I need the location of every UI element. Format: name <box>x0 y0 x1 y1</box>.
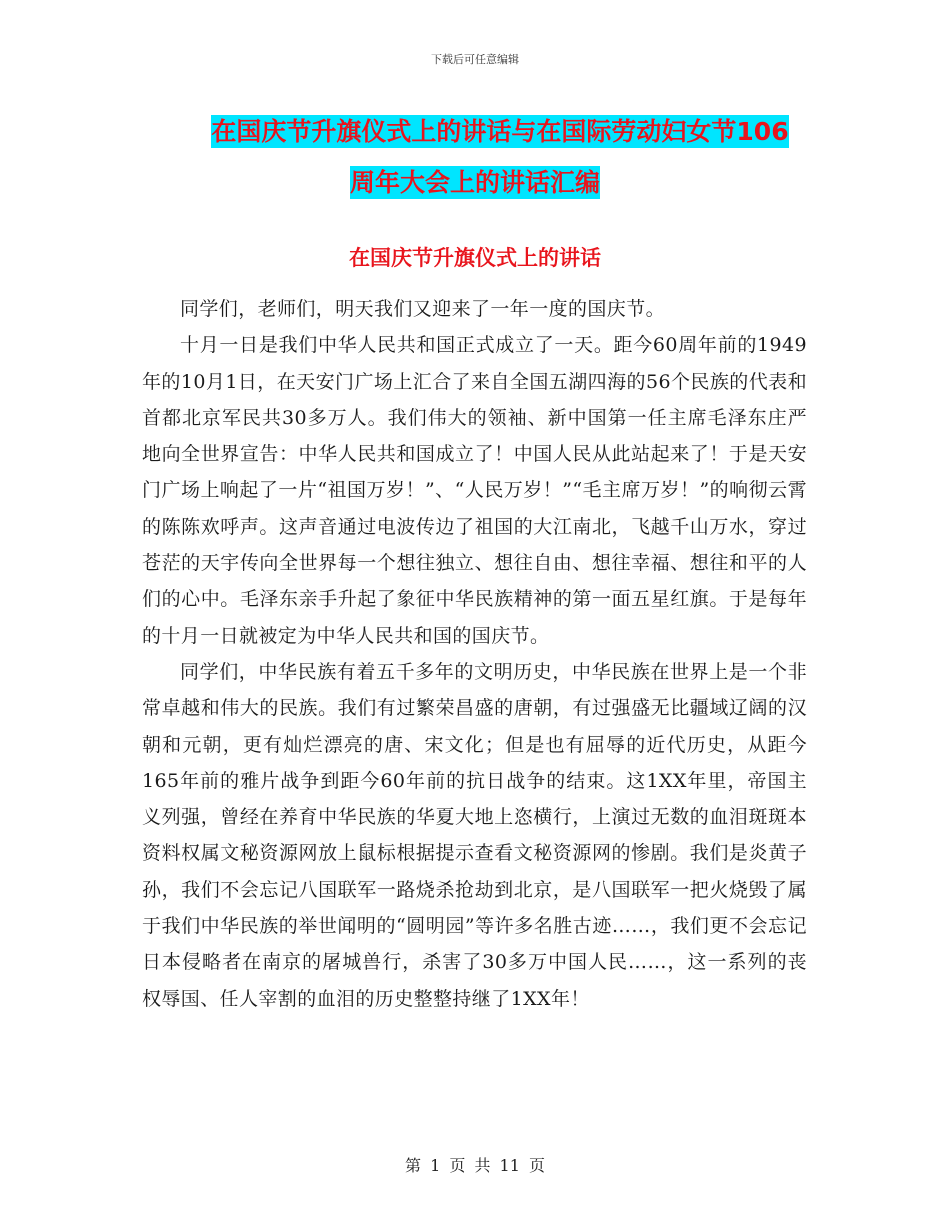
page-footer: 第 1 页 共 11 页 <box>405 1156 545 1175</box>
header-note: 下载后可任意编辑 <box>431 53 519 66</box>
document-body <box>142 291 807 1017</box>
paragraph: 同学们，老师们，明天我们又迎来了一年一度的国庆节。 <box>180 298 666 320</box>
document-title <box>0 106 950 208</box>
title-line-2: 周年大会上的讲话汇编 <box>349 168 600 197</box>
paragraph: 同学们，中华民族有着五千多年的文明历史，中华民族在世界上是一个非常卓越和伟大的民族。我们有过繁荣昌盛的唐朝，有过强盛无比疆域辽阔的汉朝和元朝，更有灿烂漂亮的唐、宋文化；但是也有屈辱的近代历史，从距今165年前的雅片战争到距今60年前的抗日战争的结束。这1XX年里，帝国主义列强，曾经在养育中华民族的华夏大地上恣横行，上演过无数的血泪斑斑本资料权属文秘资源网放上鼠标根据提示查看文秘资源网的惨剧。我们是炎黄子孙，我们不会忘记八国联军一路烧杀抢劫到北京，是八国联军一把火烧毁了属于我们中华民族的举世闻明的“圆明园”等许多名胜古迹……，我们更不会忘记日本侵略者在南京的屠城兽行，杀害了30多万中国人民……，这一系列的丧权辱国、任人宰割的血泪的历史整整持继了1XX年！ <box>142 660 807 1010</box>
paragraph: 十月一日是我们中华人民共和国正式成立了一天。距今60周年前的1949年的10月1日，在天安门广场上汇合了来自全国五湖四海的56个民族的代表和首都北京军民共30多万人。我们伟大的领袖、新中国第一任主席毛泽东庄严地向全世界宣告：中华人民共和国成立了！中国人民从此站起来了！于是天安门广场上响起了一片“祖国万岁！”、“人民万岁！”“毛主席万岁！”的响彻云霄的陈陈欢呼声。这声音通过电波传边了祖国的大江南北，飞越千山万水，穿过苍茫的天宇传向全世界每一个想往独立、想往自由、想往幸福、想往和平的人们的心中。毛泽东亲手升起了象征中华民族精神的第一面五星红旗。于是每年的十月一日就被定为中华人民共和国的国庆节。 <box>142 334 807 647</box>
title-line-1: 在国庆节升旗仪式上的讲话与在国际劳动妇女节106 <box>211 117 789 146</box>
section-heading: 在国庆节升旗仪式上的讲话 <box>349 246 601 270</box>
